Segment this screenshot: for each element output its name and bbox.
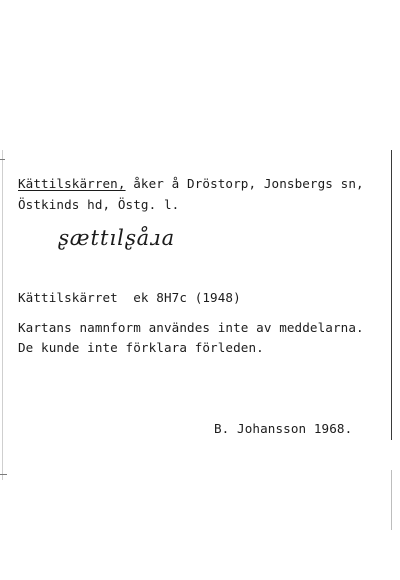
- entry-line-1: [18, 176, 364, 191]
- entry-line-2: Östkinds hd, Östg. l.: [18, 197, 180, 212]
- phonetic-transcription: ʂættılʂåɹa: [58, 226, 176, 250]
- card-edge-right: [391, 150, 392, 440]
- card-edge-right-lower: [391, 470, 392, 530]
- scan-mark: [0, 159, 5, 160]
- scan-mark: [0, 474, 7, 475]
- note-line-1: Kartans namnform användes inte av meddelarna.: [18, 320, 364, 335]
- headword: Kättilskärren,: [18, 176, 126, 191]
- note-line-2: De kunde inte förklara förleden.: [18, 340, 264, 355]
- entry-description: åker å Dröstorp, Jonsbergs sn,: [125, 176, 364, 191]
- source-reference: Kättilskärret ek 8H7c (1948): [18, 290, 241, 305]
- card-edge-left: [2, 150, 3, 480]
- signature: B. Johansson 1968.: [214, 421, 353, 436]
